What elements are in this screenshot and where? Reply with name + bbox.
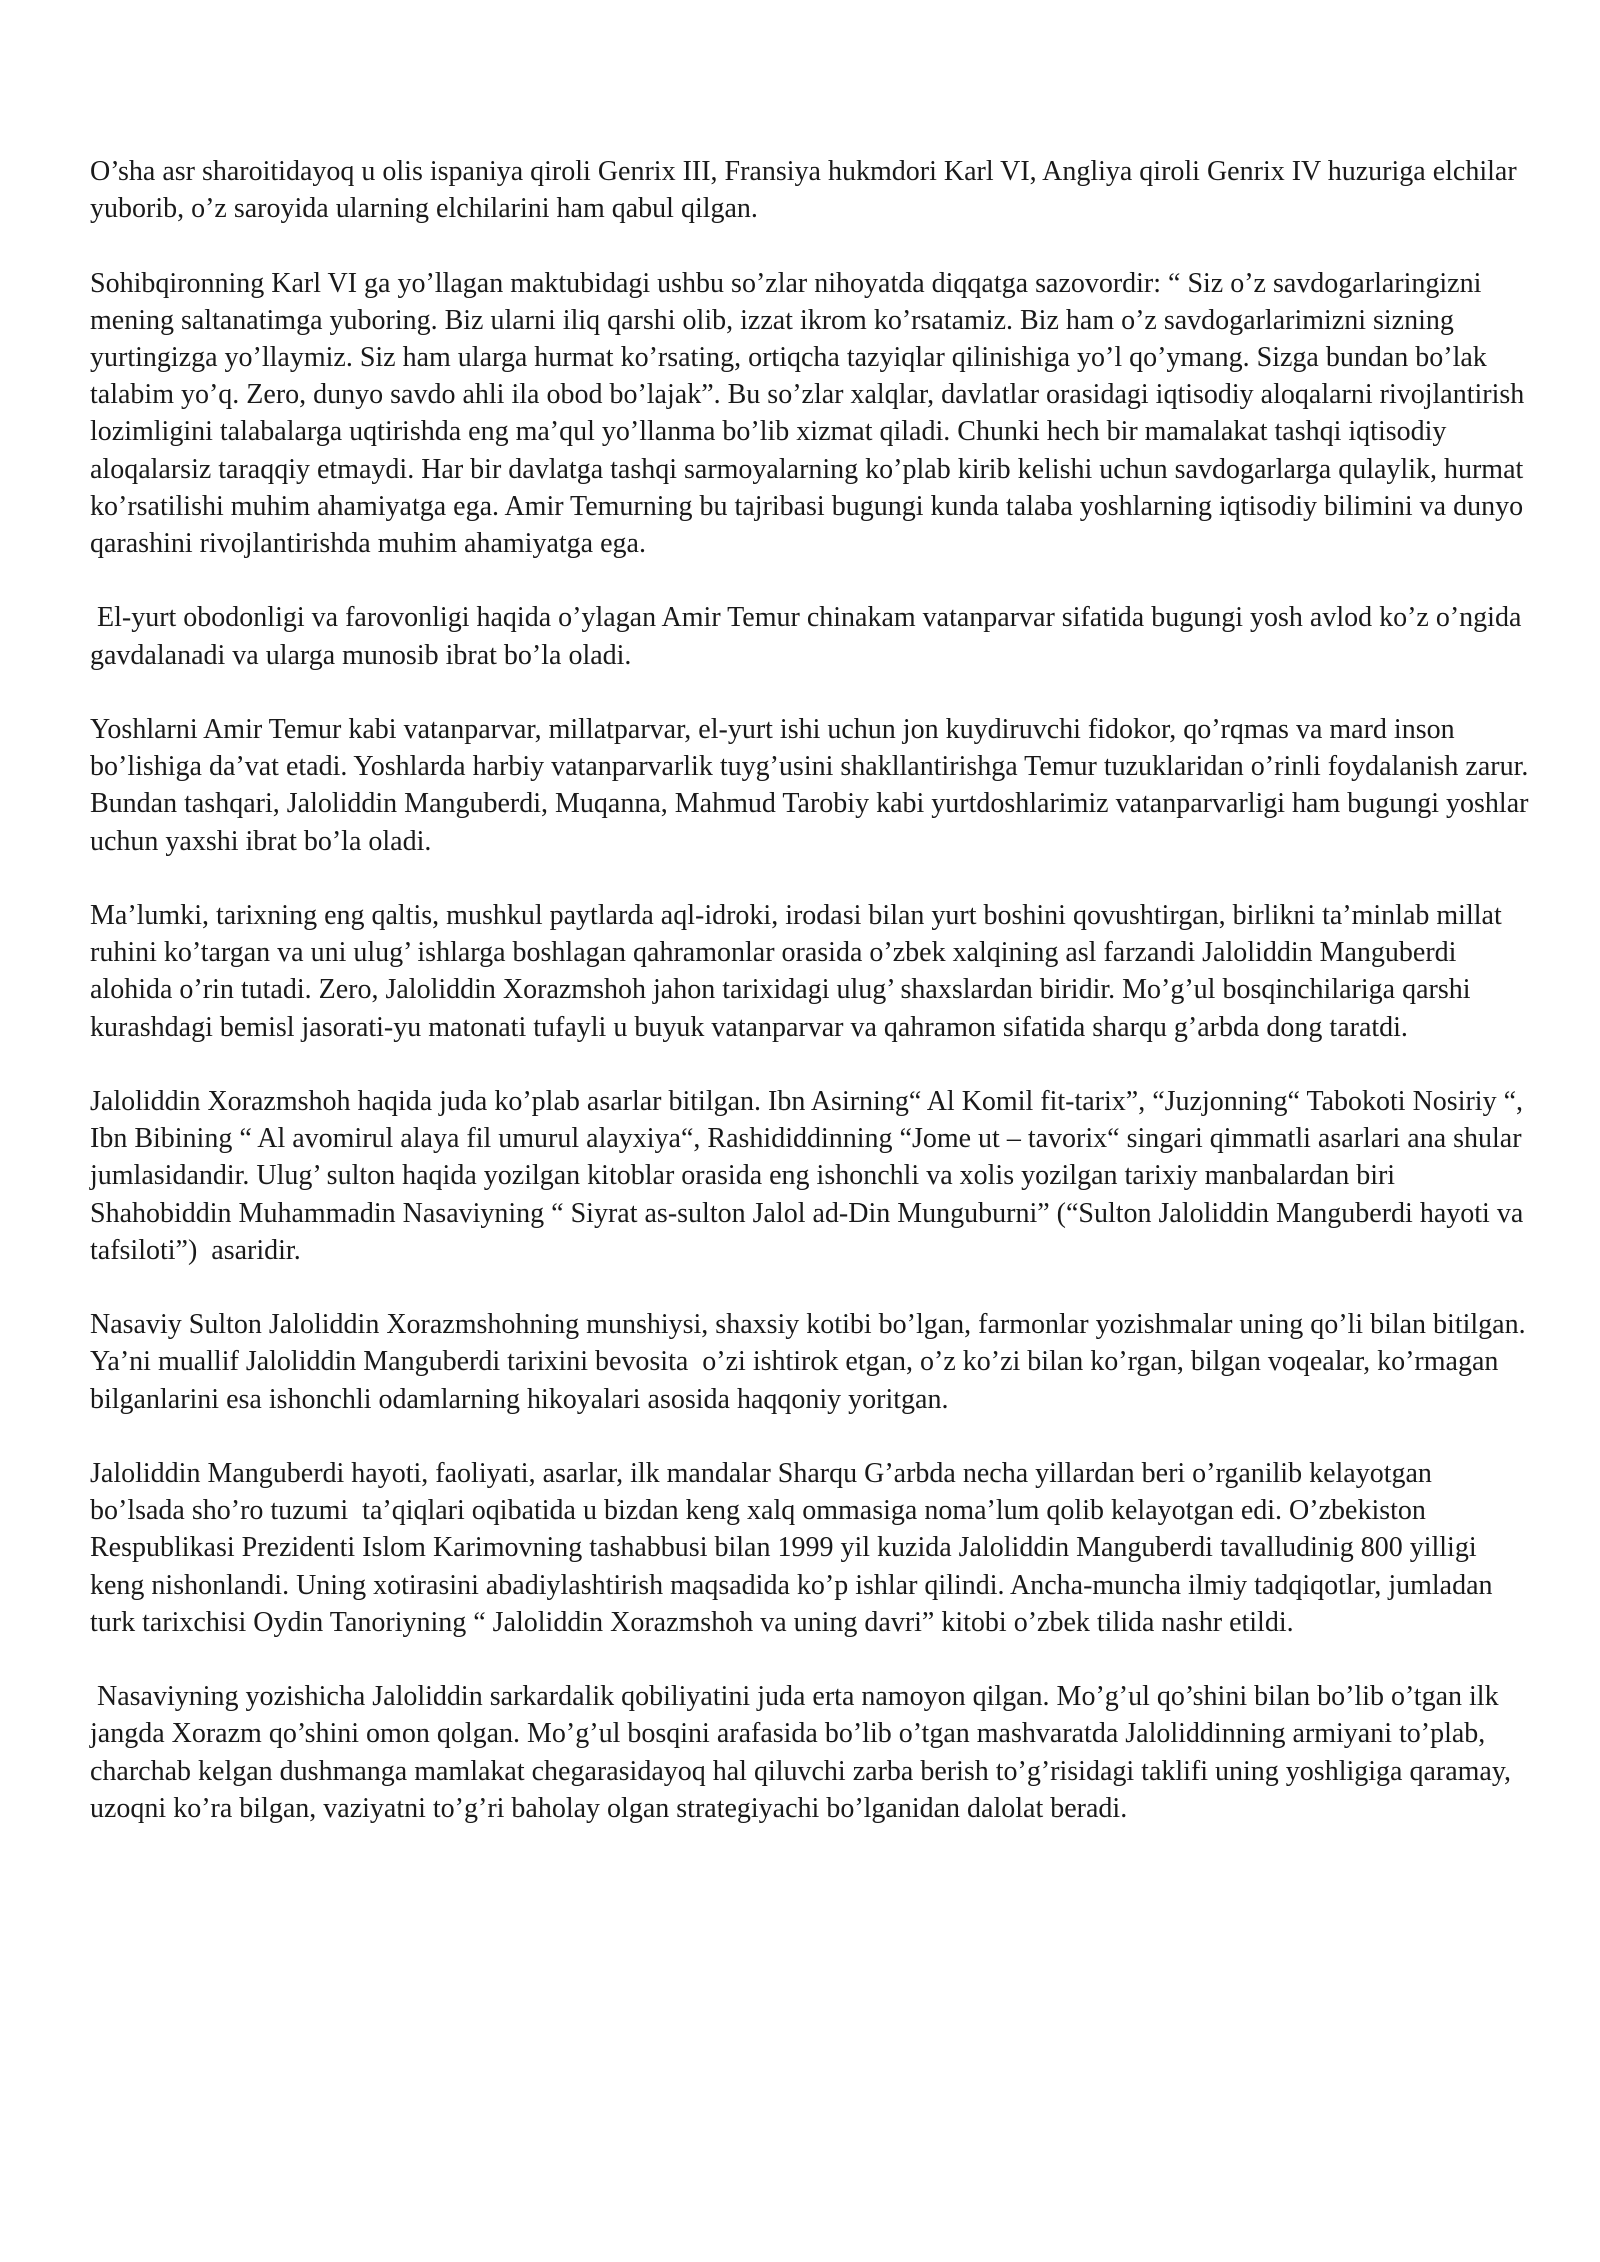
paragraph: Jaloliddin Manguberdi hayoti, faoliyati, asarlar, ilk mandalar Sharqu G’arbda necha yillardan beri o’rganilib kelayotgan bo’lsada sho’ro tuzumi ta’qiqlari oqibatida u bizdan keng xalq ommasiga noma’lum qolib kelayotgan edi. O’zbekiston Respublikasi Prezidenti Islom Karimovning tashabbusi bilan 1999 yil kuzida Jaloliddin Manguberdi tavalludinig 800 yilligi keng nishonlandi. Uning xotirasini abadiylashtirish maqsadida ko’p ishlar qilindi. Ancha-muncha ilmiy tadqiqotlar, jumladan turk tarixchisi Oydin Tanoriyning “ Jaloliddin Xorazmshoh va uning davri” kitobi o’zbek tilida nashr etildi. — [90, 1458, 1500, 1638]
paragraph: Nasaviy Sulton Jaloliddin Xorazmshohning munshiysi, shaxsiy kotibi bo’lgan, farmonlar yozishmalar uning qo’li bilan bitilgan. Ya’ni muallif Jaloliddin Manguberdi tarixini bevosita o’zi ishtirok etgan, o’z ko’zi bilan ko’rgan, bilgan voqealar, ko’rmagan bilganlarini esa ishonchli odamlarning hikoyalari asosida haqqoniy yoritgan. — [90, 1309, 1532, 1415]
paragraph: Ma’lumki, tarixning eng qaltis, mushkul paytlarda aql-idroki, irodasi bilan yurt boshini qovushtirgan, birlikni ta’minlab millat ruhini ko’targan va uni ulug’ ishlarga boshlagan qahramonlar orasida o’zbek xalqining asl farzandi Jaloliddin Manguberdi alohida o’rin tutadi. Zero, Jaloliddin Xorazmshoh jahon tarixidagi ulug’ shaxslardan biridir. Mo’g’ul bosqinchilariga qarshi kurashdagi bemisl jasorati-yu matonati tufayli u buyuk vatanparvar va qahramon sifatida sharqu g’arbda dong taratdi. — [90, 900, 1509, 1043]
paragraph: El-yurt obodonligi va farovonligi haqida o’ylagan Amir Temur chinakam vatanparvar sifatida bugungi yosh avlod ko’z o’ngida gavdalanadi va ularga munosib ibrat bo’la oladi. — [90, 602, 1529, 671]
paragraph: Jaloliddin Xorazmshoh haqida juda ko’plab asarlar bitilgan. Ibn Asirning“ Al Komil fit-tarix”, “Juzjonning“ Tabokoti Nosiriy “, Ibn Bibining “ Al avomirul alaya fil umurul alayxiya“, Rashididdinning “Jome ut – tavorix“ singari qimmatli asarlari ana shular jumlasidandir. Ulug’ sulton haqida yozilgan kitoblar orasida eng ishonchli va xolis yozilgan tarixiy manbalardan biri Shahobiddin Muhammadin Nasaviyning “ Siyrat as-sulton Jalol ad-Din Munguburni” (“Sulton Jaloliddin Manguberdi hayoti va tafsiloti”) asaridir. — [90, 1086, 1531, 1266]
paragraph: Yoshlarni Amir Temur kabi vatanparvar, millatparvar, el-yurt ishi uchun jon kuydiruvchi fidokor, qo’rqmas va mard inson bo’lishiga da’vat etadi. Yoshlarda harbiy vatanparvarlik tuyg’usini shakllantirishga Temur tuzuklaridan o’rinli foydalanish zarur. Bundan tashqari, Jaloliddin Manguberdi, Muqanna, Mahmud Tarobiy kabi yurtdoshlarimiz vatanparvarligi ham bugungi yoshlar uchun yaxshi ibrat bo’la oladi. — [90, 714, 1536, 857]
paragraph: O’sha asr sharoitidayoq u olis ispaniya qiroli Genrix III, Fransiya hukmdori Karl VI, Angliya qiroli Genrix IV huzuriga elchilar yuborib, o’z saroyida ularning elchilarini ham qabul qilgan. — [90, 156, 1524, 225]
paragraph: Sohibqironning Karl VI ga yo’llagan maktubidagi ushbu so’zlar nihoyatda diqqatga sazovordir: “ Siz o’z savdogarlaringizni mening saltanatimga yuboring. Biz ularni iliq qarshi olib, izzat ikrom ko’rsatamiz. Biz ham o’z savdogarlarimizni sizning yurtingizga yo’llaymiz. Siz ham ularga hurmat ko’rsating, ortiqcha tazyiqlar qilinishiga yo’l qo’ymang. Sizga bundan bo’lak talabim yo’q. Zero, dunyo savdo ahli ila obod bo’lajak”. Bu so’zlar xalqlar, davlatlar orasidagi iqtisodiy aloqalarni rivojlantirish lozimligini talabalarga uqtirishda eng ma’qul yo’llanma bo’lib xizmat qiladi. Chunki hech bir mamalakat tashqi iqtisodiy aloqalarsiz taraqqiy etmaydi. Har bir davlatga tashqi sarmoyalarning ko’plab kirib kelishi uchun savdogarlarga qulaylik, hurmat ko’rsatilishi muhim ahamiyatga ega. Amir Temurning bu tajribasi bugungi kunda talaba yoshlarning iqtisodiy bilimini va dunyo qarashini rivojlantirishda muhim ahamiyatga ega. — [90, 267, 1532, 560]
paragraph: Nasaviyning yozishicha Jaloliddin sarkardalik qobiliyatini juda erta namoyon qilgan. Mo’g’ul qo’shini bilan bo’lib o’tgan ilk jangda Xorazm qo’shini omon qolgan. Mo’g’ul bosqini arafasida bo’lib o’tgan mashvaratda Jaloliddinning armiyani to’plab, charchab kelgan dushmanga mamlakat chegarasidayoq hal qiluvchi zarba berish to’g’risidagi taklifi uning yoshligiga qaramay, uzoqni ko’ra bilgan, vaziyatni to’g’ri baholay olgan strategiyachi bo’lganidan dalolat beradi. — [90, 1681, 1519, 1824]
document-body — [90, 153, 1536, 1864]
